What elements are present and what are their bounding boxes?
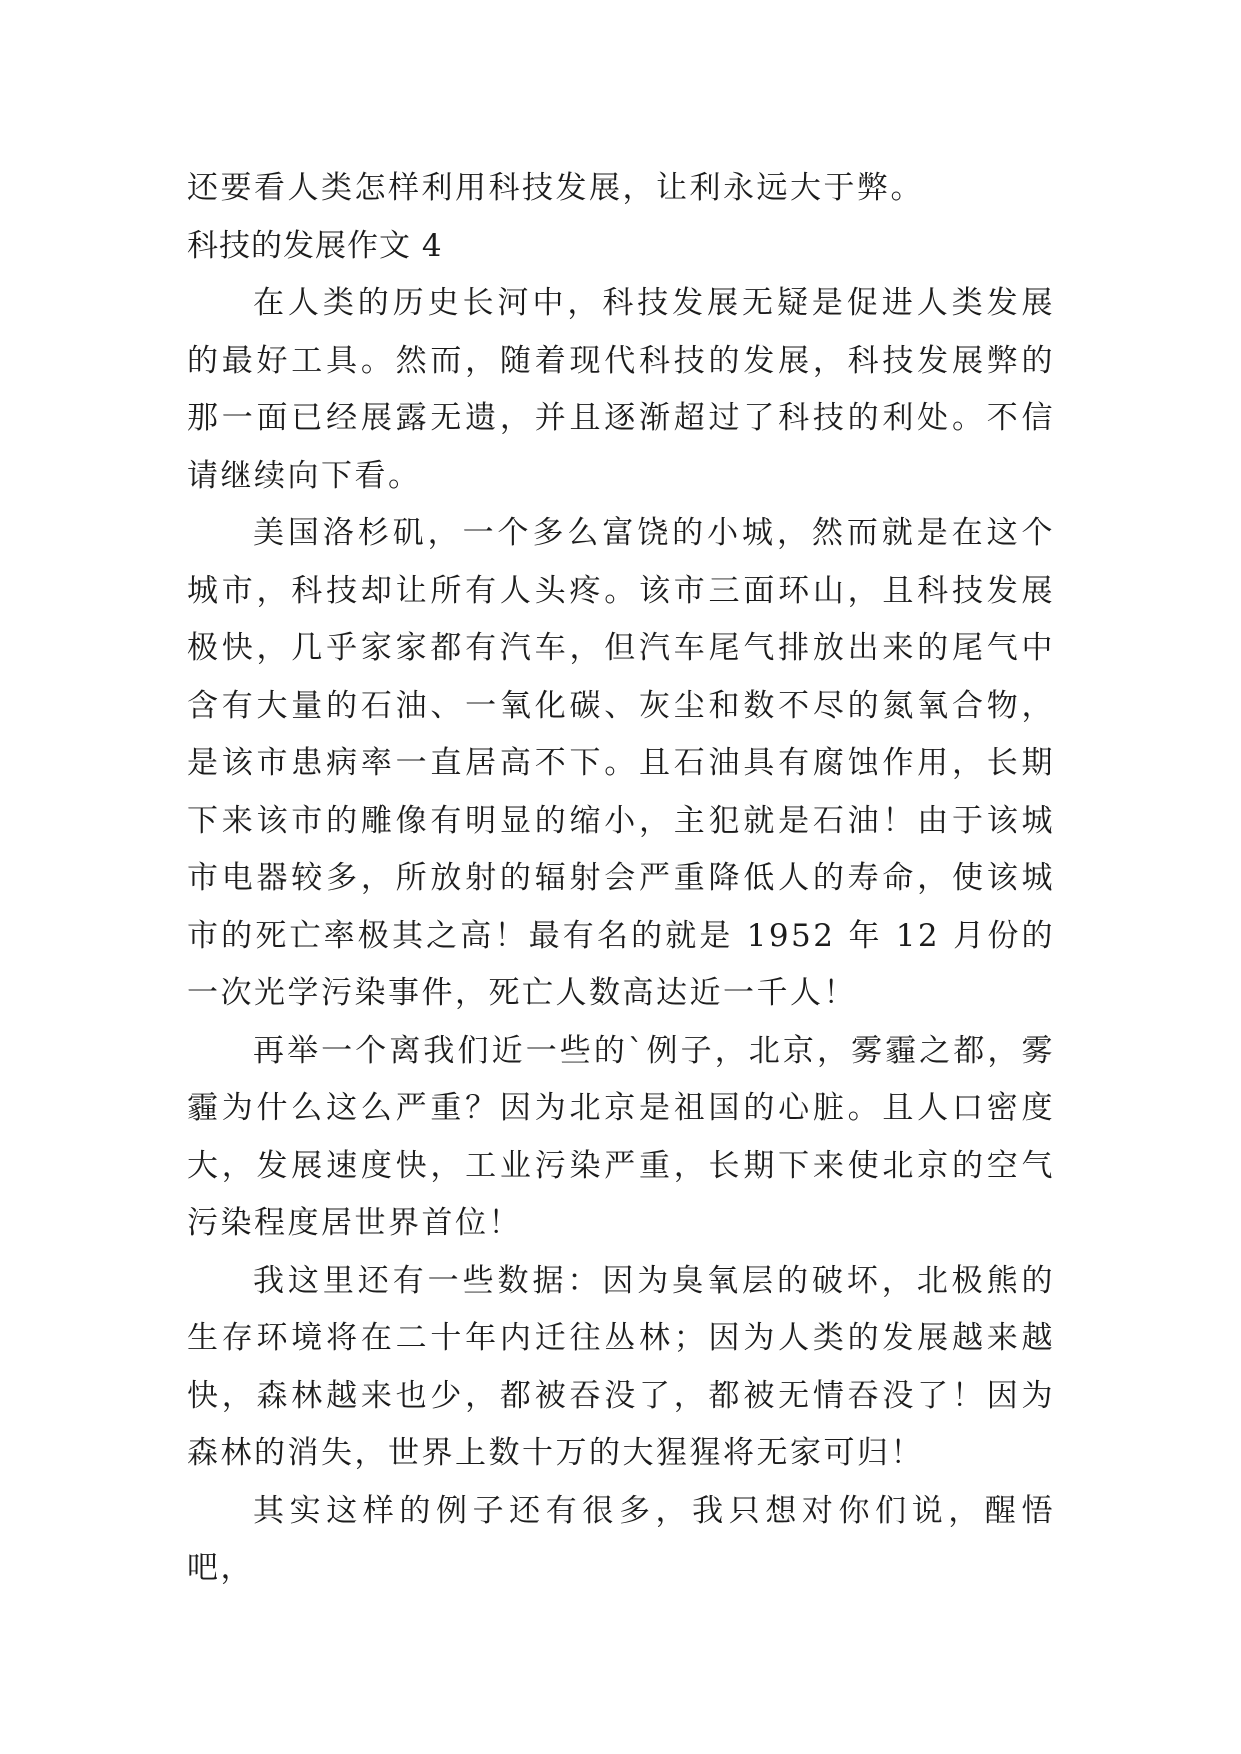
document-body <box>187 160 1055 1598</box>
paragraph-5: 其实这样的例子还有很多，我只想对你们说，醒悟吧， <box>187 1492 1055 1586</box>
essay-heading: 科技的发展作文 4 <box>187 227 443 264</box>
paragraph-1: 在人类的历史长河中，科技发展无疑是促进人类发展的最好工具。然而，随着现代科技的发展，科技发展弊的那一面已经展露无遗，并且逐渐超过了科技的利处。不信请继续向下看。 <box>187 285 1055 494</box>
lead-line: 还要看人类怎样利用科技发展，让利永远大于弊。 <box>187 170 924 206</box>
paragraph-3: 再举一个离我们近一些的`例子，北京，雾霾之都，雾霾为什么这么严重？因为北京是祖国的心脏。且人口密度大，发展速度快，工业污染严重，长期下来使北京的空气污染程度居世界首位！ <box>187 1032 1055 1241</box>
paragraph-2: 美国洛杉矶，一个多么富饶的小城，然而就是在这个城市，科技却让所有人头疼。该市三面环山，且科技发展极快，几乎家家都有汽车，但汽车尾气排放出来的尾气中含有大量的石油、一氧化碳、灰尘和数不尽的氮氧合物，是该市患病率一直居高不下。且石油具有腐蚀作用，长期下来该市的雕像有明显的缩小，主犯就是石油！由于该城市电器较多，所放射的辐射会严重降低人的寿命，使该城市的死亡率极其之高！最有名的就是 1952 年 12 月份的一次光学污染事件，死亡人数高达近一千人！ <box>187 515 1055 1011</box>
paragraph-4: 我这里还有一些数据：因为臭氧层的破坏，北极熊的生存环境将在二十年内迁往丛林；因为人类的发展越来越快，森林越来也少，都被吞没了，都被无情吞没了！因为森林的消失，世界上数十万的大猩猩将无家可归！ <box>187 1262 1055 1471</box>
